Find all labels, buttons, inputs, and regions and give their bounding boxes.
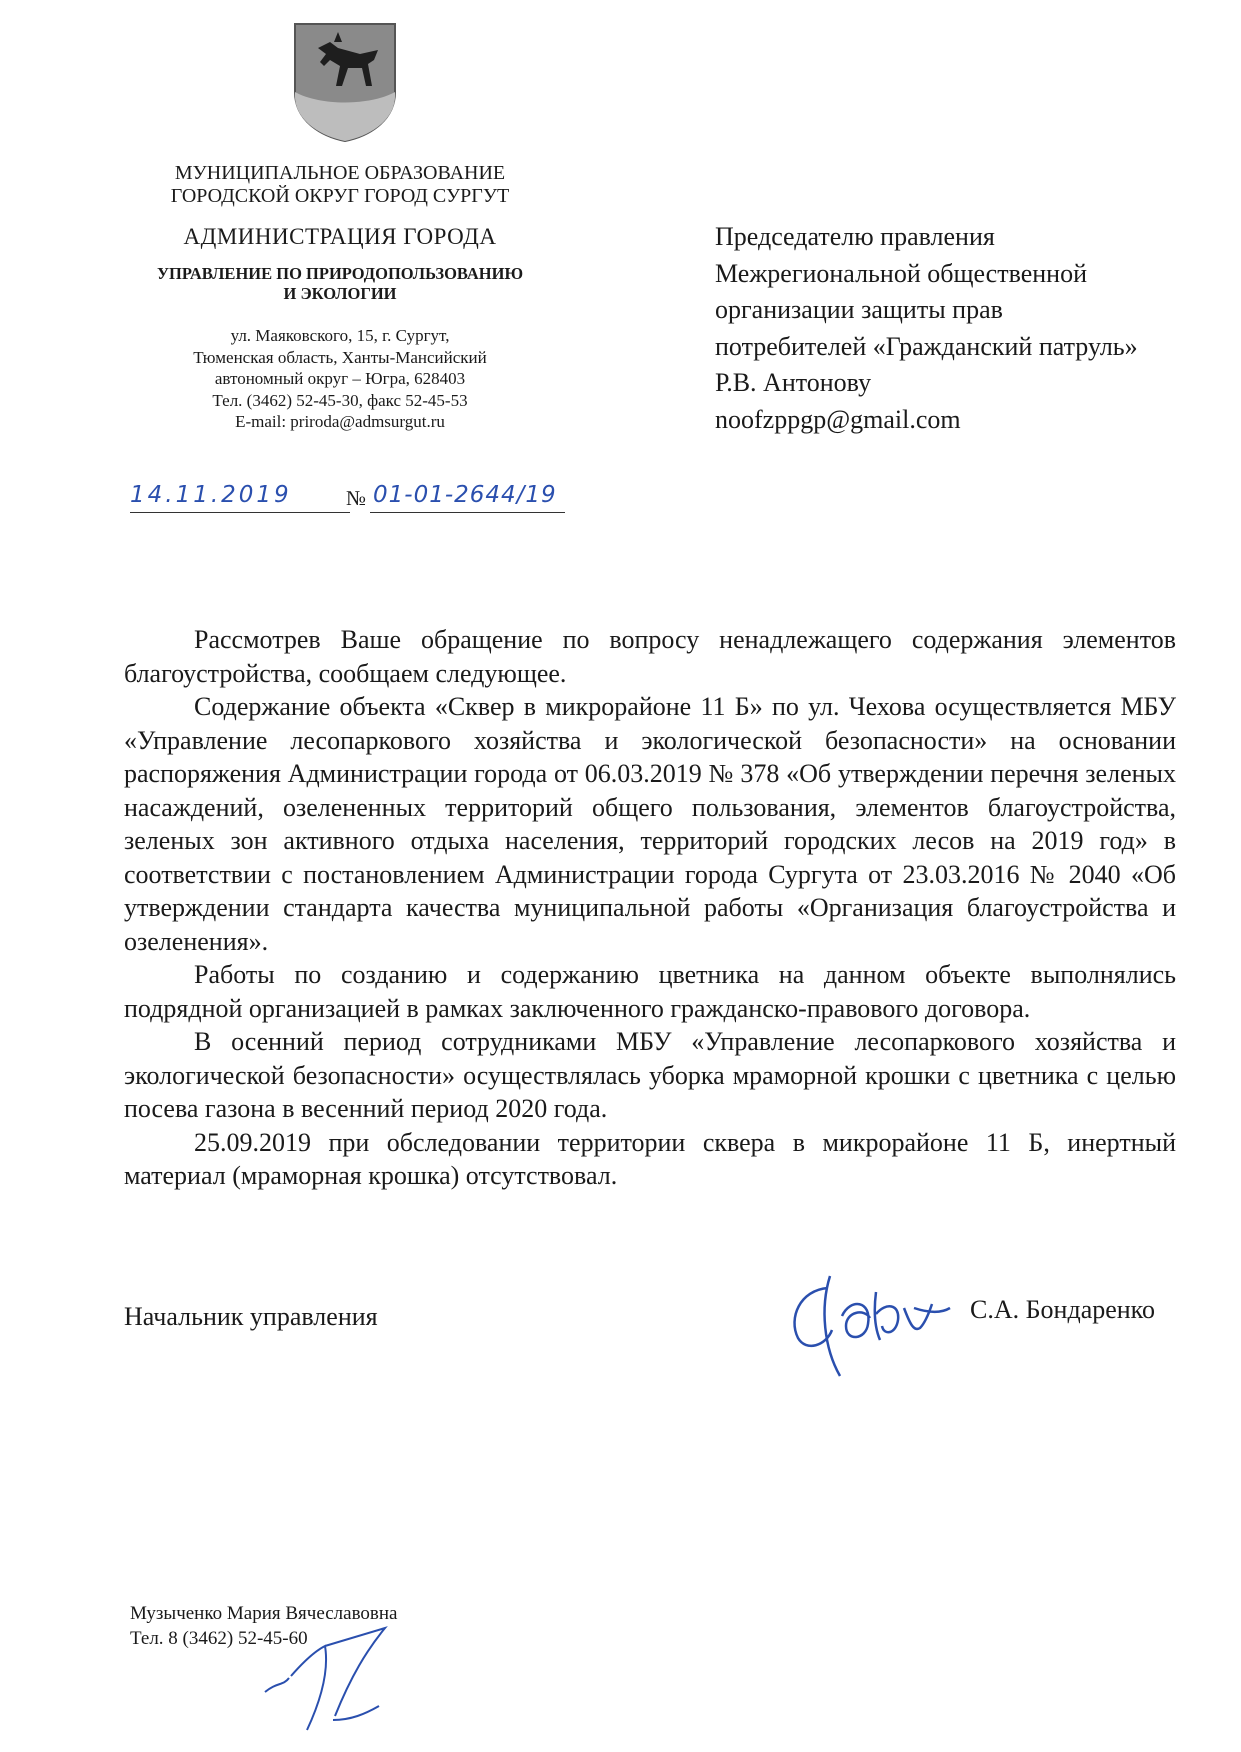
- department-line: УПРАВЛЕНИЕ ПО ПРИРОДОПОЛЬЗОВАНИЮ: [156, 264, 524, 283]
- body-paragraph: Содержание объекта «Сквер в микрорайоне 11 Б» по ул. Чехова осуществляется МБУ «Управление лесопаркового хозяйства и экологической безопасности» на основании распоряжения Администрации города от 06.03.2019 № 378 «Об утверждении перечня зеленых насаждений, озелененных территорий общего пользования, элементов благоустройства, зеленых зон активного отдыха населения, территорий городских лесов на 2019 год» в соответствии с постановлением Администрации города Сургута от 23.03.2016 № 2040 «Об утверждении стандарта качества муниципальной работы «Организация благоустройства и озеленения».: [124, 692, 1176, 956]
- address-line: ул. Маяковского, 15, г. Сургут,: [230, 326, 450, 345]
- address-line: Тюменская область, Ханты-Мансийский: [193, 347, 487, 367]
- municipal-line: ГОРОДСКОЙ ОКРУГ ГОРОД СУРГУТ: [170, 185, 510, 207]
- address-line: E-mail: priroda@admsurgut.ru: [235, 412, 445, 431]
- number-sign: №: [346, 486, 367, 510]
- registration-number: 01-01-2644/19: [373, 482, 557, 508]
- registration-line: [130, 482, 570, 520]
- addressee-line: потребителей «Гражданский патруль»: [715, 331, 1138, 361]
- surgut-crest-icon: [290, 20, 400, 142]
- address-line: Тел. (3462) 52-45-30, факс 52-45-53: [212, 390, 468, 410]
- department-name: [110, 264, 570, 304]
- body-paragraph: В осенний период сотрудниками МБУ «Управление лесопаркового хозяйства и экологической безопасности» осуществлялась уборка мраморной крошки с цветника с целью посева газона в весенний период 2020 года.: [124, 1027, 1176, 1123]
- body-paragraph: Рассмотрев Ваше обращение по вопросу ненадлежащего содержания элементов благоустройства, сообщаем следующее.: [124, 625, 1176, 688]
- municipal-heading: [110, 162, 570, 208]
- date-underline: [130, 512, 350, 513]
- addressee-line: организации защиты прав: [715, 295, 1003, 324]
- department-line: И ЭКОЛОГИИ: [283, 284, 397, 303]
- administration-title: АДМИНИСТРАЦИЯ ГОРОДА: [183, 224, 497, 249]
- addressee-line: Межрегиональной общественной: [715, 258, 1087, 288]
- sender-address: [110, 325, 570, 433]
- executor-name: Музыченко Мария Вячеславовна: [130, 1603, 398, 1624]
- body-paragraph: Работы по созданию и содержанию цветника на данном объекте выполнялись подрядной организацией в рамках заключенного гражданско-правового договора.: [124, 960, 1176, 1023]
- letter-body: [124, 623, 1176, 1193]
- executor-phone: Тел. 8 (3462) 52-45-60: [130, 1628, 308, 1649]
- handwritten-signature-icon: [780, 1268, 955, 1383]
- signer-title: Начальник управления: [124, 1302, 378, 1331]
- signer-name: С.А. Бондаренко: [970, 1295, 1155, 1324]
- municipal-line: МУНИЦИПАЛЬНОЕ ОБРАЗОВАНИЕ: [174, 162, 506, 184]
- addressee-line: Р.В. Антонову: [715, 368, 872, 397]
- handwritten-initials-icon: [255, 1620, 405, 1750]
- addressee-block: [715, 219, 1225, 438]
- body-paragraph: 25.09.2019 при обследовании территории сквера в микрорайоне 11 Б, инертный материал (мраморная крошка) отсутствовал.: [124, 1127, 1176, 1190]
- addressee-email: noofzppgp@gmail.com: [715, 404, 961, 434]
- number-underline: [370, 512, 565, 513]
- registration-date: 14.11.2019: [130, 482, 292, 508]
- addressee-line: Председателю правления: [715, 222, 995, 251]
- address-line: автономный округ – Югра, 628403: [214, 369, 466, 388]
